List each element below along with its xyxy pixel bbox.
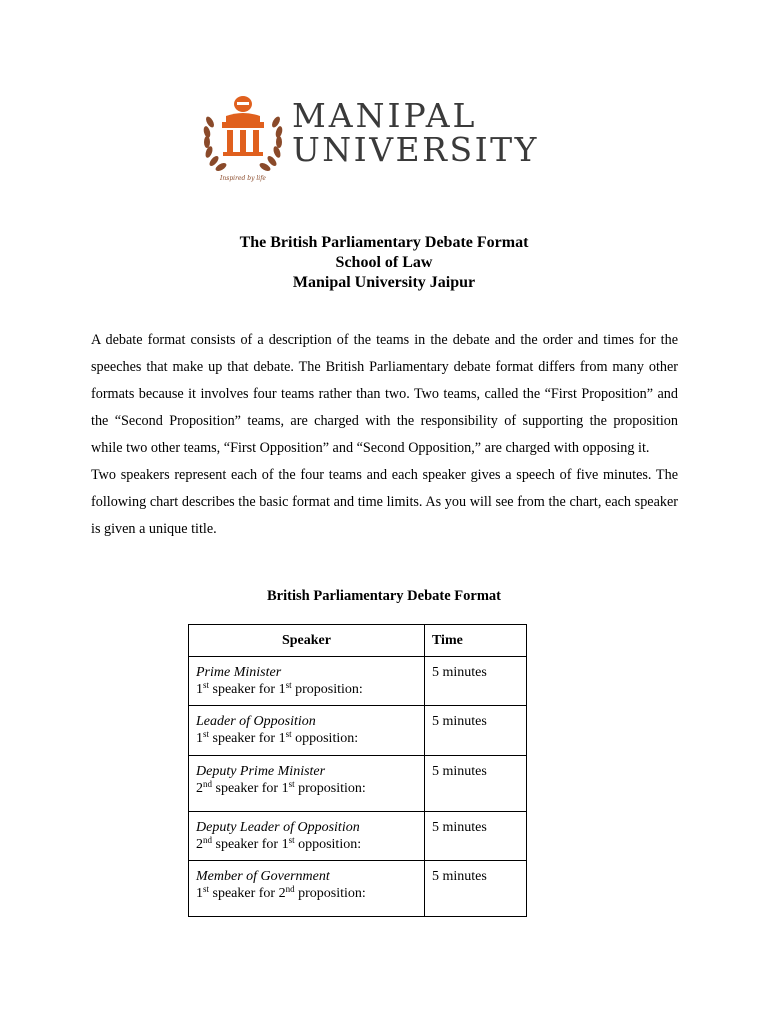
speaker-for-text: speaker for 1 xyxy=(209,731,286,746)
document-title-block xyxy=(0,233,768,293)
paragraph-1: A debate format consists of a description of the teams in the debate and the order and times for the speeches that make up that debate. The British Parliamentary debate format differs from many other formats because it involves four teams rather than two. Two teams, called the “First Proposition” and the “Second Proposition” teams, are charged with the responsibility of supporting the proposition while two other teams, “First Opposition” and “Second Opposition,” are charged with opposing it. xyxy=(91,332,678,456)
speaker-for-text: speaker for 2 xyxy=(209,886,286,901)
header-time: Time xyxy=(424,625,526,657)
team-ordinal-suffix: st xyxy=(288,779,295,789)
table-row xyxy=(189,756,527,812)
team-side-text: proposition: xyxy=(294,781,366,796)
table-header-row xyxy=(189,625,527,657)
speaker-ordinal: 2 xyxy=(196,781,203,796)
team-ordinal-suffix: nd xyxy=(285,884,295,894)
speaker-for-text: speaker for 1 xyxy=(209,682,286,697)
speaker-description xyxy=(196,885,417,902)
team-side-text: proposition: xyxy=(294,886,366,901)
speaker-cell xyxy=(189,861,425,917)
speaker-description xyxy=(196,780,417,797)
table-row xyxy=(189,706,527,756)
seal-tagline: Inspired by life xyxy=(220,175,266,182)
speaker-ordinal-suffix: nd xyxy=(203,835,212,845)
speaker-ordinal: 1 xyxy=(196,682,203,697)
speaker-ordinal: 1 xyxy=(196,886,203,901)
time-value: 5 minutes xyxy=(431,665,487,680)
university-name: Manipal University Jaipur xyxy=(292,274,476,291)
school-name: School of Law xyxy=(335,254,433,271)
speaker-role: Leader of Opposition xyxy=(196,714,316,729)
speaker-description xyxy=(196,836,417,853)
speaker-role: Deputy Leader of Opposition xyxy=(196,820,360,835)
speaker-ordinal: 1 xyxy=(196,731,203,746)
time-value: 5 minutes xyxy=(431,820,487,835)
time-cell xyxy=(424,812,526,861)
team-ordinal-suffix: st xyxy=(285,680,292,690)
body-text xyxy=(91,327,678,543)
document-title: The British Parliamentary Debate Format xyxy=(239,234,529,251)
time-cell xyxy=(424,657,526,706)
team-ordinal-suffix: st xyxy=(288,835,295,845)
speaker-ordinal: 2 xyxy=(196,837,203,852)
time-value: 5 minutes xyxy=(431,764,487,779)
speaker-ordinal-suffix: st xyxy=(203,884,210,894)
speaker-cell xyxy=(189,756,425,812)
time-value: 5 minutes xyxy=(431,869,487,884)
time-cell xyxy=(424,756,526,812)
speaker-cell xyxy=(189,812,425,861)
university-logo xyxy=(200,92,580,192)
debate-format-table xyxy=(188,624,527,917)
logo-text-university: UNIVERSITY xyxy=(292,130,539,169)
university-seal-icon xyxy=(200,92,286,186)
time-value: 5 minutes xyxy=(431,714,487,729)
speaker-description xyxy=(196,730,417,747)
paragraph-2: Two speakers represent each of the four teams and each speaker gives a speech of five minutes. The following chart describes the basic format and time limits. As you will see from the chart, each speaker is given a unique title. xyxy=(91,467,678,537)
table-row xyxy=(189,812,527,861)
table-row xyxy=(189,861,527,917)
speaker-ordinal-suffix: nd xyxy=(203,779,212,789)
speaker-description xyxy=(196,681,417,698)
speaker-role: Prime Minister xyxy=(196,665,282,680)
speaker-cell xyxy=(189,657,425,706)
speaker-for-text: speaker for 1 xyxy=(212,837,289,852)
time-cell xyxy=(424,861,526,917)
speaker-role: Member of Government xyxy=(196,869,330,884)
table-title: British Parliamentary Debate Format xyxy=(267,588,501,604)
logo-text-manipal: MANIPAL xyxy=(292,96,478,135)
team-side-text: opposition: xyxy=(294,837,362,852)
time-cell xyxy=(424,706,526,756)
speaker-role: Deputy Prime Minister xyxy=(196,764,326,779)
table-row xyxy=(189,657,527,706)
team-side-text: opposition: xyxy=(291,731,359,746)
speaker-cell xyxy=(189,706,425,756)
team-ordinal-suffix: st xyxy=(285,729,292,739)
speaker-ordinal-suffix: st xyxy=(203,729,210,739)
team-side-text: proposition: xyxy=(291,682,363,697)
header-speaker: Speaker xyxy=(189,625,425,657)
speaker-ordinal-suffix: st xyxy=(203,680,210,690)
speaker-for-text: speaker for 1 xyxy=(212,781,289,796)
